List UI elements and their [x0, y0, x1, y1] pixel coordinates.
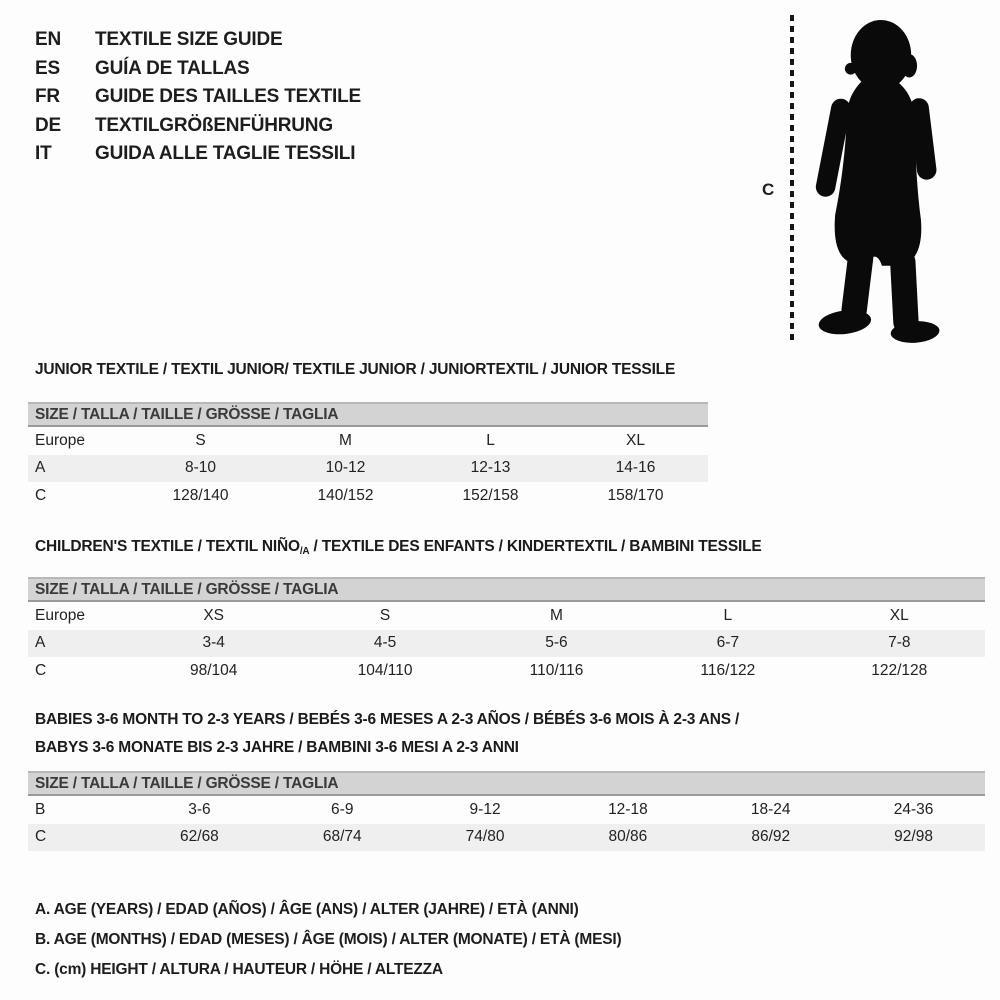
language-title: TEXTILE SIZE GUIDE: [95, 29, 283, 50]
size-cell: 3-4: [128, 630, 299, 658]
language-row: [35, 116, 361, 145]
size-cell: 5-6: [471, 630, 642, 658]
row-label: B: [35, 800, 46, 818]
size-cell: 10-12: [273, 455, 418, 483]
footnote: C. (cm) HEIGHT / ALTURA / HAUTEUR / HÖHE / ALTEZZA: [35, 961, 443, 978]
section-heading-junior: JUNIOR TEXTILE / TEXTIL JUNIOR/ TEXTILE JUNIOR / JUNIORTEXTIL / JUNIOR TESSILE: [35, 361, 676, 378]
language-code: FR: [35, 86, 60, 107]
language-row: [35, 59, 361, 88]
size-cell: 4-5: [299, 630, 470, 658]
size-cell: 8-10: [128, 455, 273, 483]
language-title: GUIDE DES TAILLES TEXTILE: [95, 86, 361, 107]
language-code: DE: [35, 114, 61, 136]
language-title: GUÍA DE TALLAS: [95, 57, 250, 79]
section-heading-children: [35, 538, 761, 557]
size-cell: 122/128: [871, 661, 928, 679]
size-cell: 7-8: [814, 630, 985, 658]
language-list: [35, 30, 361, 173]
language-title: TEXTILGRÖßENFÜHRUNG: [95, 114, 333, 136]
size-cell: 3-6: [188, 800, 211, 818]
size-cell: M: [339, 431, 352, 449]
size-cell: XS: [203, 606, 225, 624]
size-cell: 14-16: [563, 455, 708, 483]
table-row: [28, 824, 985, 852]
heading-line: BABIES 3-6 MONTH TO 2-3 YEARS / BEBÉS 3-6 MESES A 2-3 AÑOS / BÉBÉS 3-6 MOIS À 2-3 ANS /: [35, 711, 740, 728]
size-cell: 140/152: [317, 486, 374, 504]
row-label: Europe: [35, 606, 85, 624]
language-code: IT: [35, 143, 52, 164]
table-row: [28, 601, 985, 630]
size-cell: M: [550, 606, 563, 624]
size-cell: XL: [889, 606, 909, 624]
footnote: A. AGE (YEARS) / EDAD (AÑOS) / ÂGE (ANS) / ALTER (JAHRE) / ETÀ (ANNI): [35, 901, 579, 918]
size-cell: 6-7: [642, 630, 813, 658]
table-row: [28, 455, 708, 483]
language-row: [35, 30, 361, 59]
size-cell: 104/110: [357, 661, 413, 679]
table-row: [28, 795, 985, 824]
table-row: [28, 657, 985, 685]
size-cell: 86/92: [699, 824, 842, 852]
size-cell: 98/104: [189, 661, 238, 679]
heading-line: BABYS 3-6 MONATE BIS 2-3 JAHRE / BAMBINI 3-6 MESI A 2-3 ANNI: [35, 739, 519, 756]
size-cell: 152/158: [462, 486, 519, 504]
size-cell: 128/140: [172, 486, 229, 504]
row-label: C: [28, 824, 128, 852]
size-cell: L: [723, 606, 733, 624]
language-row: [35, 87, 361, 116]
row-label: A: [28, 455, 128, 483]
size-cell: 92/98: [842, 824, 985, 852]
size-header-bar: SIZE / TALLA / TAILLE / GRÖSSE / TAGLIA: [28, 772, 985, 795]
size-cell: 6-9: [331, 800, 354, 818]
table-row: [28, 630, 985, 658]
size-cell: S: [379, 606, 391, 624]
language-title: GUIDA ALLE TAGLIE TESSILI: [95, 143, 356, 164]
size-cell: 12-18: [608, 800, 648, 818]
heading-text: / TEXTILE DES ENFANTS / KINDERTEXTIL / BAMBINI TESSILE: [309, 538, 762, 555]
size-cell: 68/74: [271, 824, 414, 852]
size-cell: 158/170: [607, 486, 664, 504]
language-code: EN: [35, 29, 61, 50]
size-cell: 9-12: [469, 800, 501, 818]
size-cell: 80/86: [556, 824, 699, 852]
height-measure-label: C: [762, 180, 775, 199]
row-label: A: [28, 630, 128, 658]
size-cell: 116/122: [700, 661, 756, 679]
size-cell: L: [486, 431, 495, 449]
table-row: [28, 426, 708, 455]
size-header-bar: SIZE / TALLA / TAILLE / GRÖSSE / TAGLIA: [28, 578, 985, 601]
size-cell: 18-24: [750, 800, 791, 818]
footnotes: [35, 895, 621, 985]
size-cell: 74/80: [414, 824, 557, 852]
size-cell: XL: [626, 431, 645, 449]
footnote: B. AGE (MONTHS) / EDAD (MESES) / ÂGE (MOIS) / ALTER (MONATE) / ETÀ (MESI): [35, 931, 622, 948]
language-row: [35, 144, 361, 173]
size-header-bar: SIZE / TALLA / TAILLE / GRÖSSE / TAGLIA: [28, 403, 708, 426]
row-label: Europe: [35, 431, 85, 449]
row-label: C: [35, 661, 47, 679]
toddler-silhouette-icon: [802, 8, 958, 344]
section-heading-babies: [35, 706, 739, 762]
row-label: C: [35, 486, 47, 504]
table-row: [28, 482, 708, 510]
height-measure-line: [790, 15, 794, 341]
size-cell: 110/116: [529, 661, 584, 679]
heading-text: CHILDREN'S TEXTILE / TEXTIL NIÑO: [35, 538, 300, 555]
size-cell: 24-36: [893, 800, 934, 818]
size-table-babies: [28, 771, 985, 851]
language-code: ES: [35, 57, 60, 79]
heading-subscript: /A: [299, 546, 310, 557]
size-cell: 12-13: [418, 455, 563, 483]
size-table-children: [28, 577, 985, 685]
size-cell: S: [195, 431, 206, 449]
size-cell: 62/68: [128, 824, 271, 852]
size-table-junior: [28, 402, 708, 510]
